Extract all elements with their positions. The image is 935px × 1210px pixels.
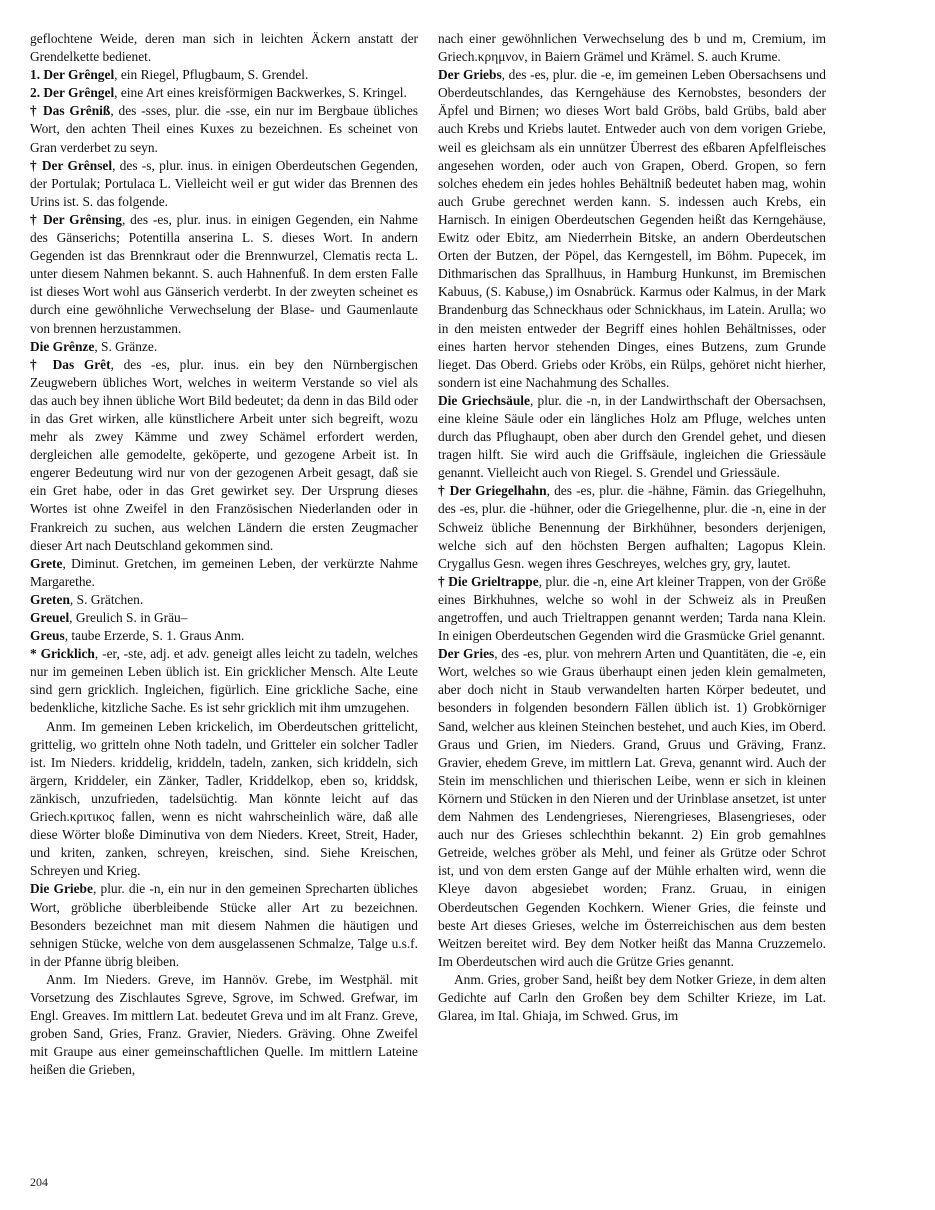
entry-text: , des -es, plur. von mehrern Arten und Quantitäten, die -e, ein Wort, welches so wie Graus überhaupt einen jeden klein gemalmeten, aber doch nicht in Staub verwandelten harten Körper bedeutet, und besonders in folgenden besondern Fällen üblich ist. 1) Grobkörniger Sand, welcher aus kleinen Steinchen bestehet, und auch Kies, im Oberd. Graus und Grien, im Nieders. Grand, Gruus und Gräving, Franz. Gravier, ehedem Greve, im mittlern Lat. Greva, genannt wird. Auch der Stein im menschlichen und thierischen Leibe, wenn er sich in kleinen Körnern und Stücken in den Nieren und der Urinblase ansetzet, ist unter dem Nahmen des Lendengrieses, Nierengrieses, Blasengrieses, oder auch nur des Grieses schlechthin bekannt. 2) Ein grob gemahlnes Getreide, welches gröber als Mehl, und feiner als Grütze oder Schrot ist, und von dem ersten Gange auf der Mühle erhalten wird, wenn die Kleye davon abgesiebet worden; Franz. Gruau, in einigen Oberdeutschen Gegenden Kochkern. Wiener Gries, die feinste und beste Art dieses Grieses, welche im Österreichischen aus dem besten Weitzen bereitet wird. Bey dem Notker heißt das Manna Cruzzemelo. Im Oberdeutschen wird auch die Grütze Gries genannt. (438, 646, 826, 969)
entry-text: Anm. Gries, grober Sand, heißt bey dem Notker Grieze, in dem alten Gedichte auf Carln den Großen bey dem Schilter Krieze, im Lat. Glarea, im Ital. Ghiaja, im Schwed. Grus, im (438, 971, 826, 1024)
dictionary-entry (30, 30, 418, 66)
dictionary-entry (30, 718, 418, 881)
dictionary-entry (30, 591, 418, 609)
dictionary-entry (438, 66, 826, 392)
entry-text: , ein Riegel, Pflugbaum, S. Grendel. (114, 67, 309, 83)
entry-headword: † Das Grêt (30, 356, 111, 372)
dictionary-entry (438, 392, 826, 482)
entry-text: , des -es, plur. inus. in einigen Gegenden, ein Nahme des Gänserichs; Potentilla anserina L. S. dieses Wort. In andern Gegenden ist das Brennkraut oder die Brennwurzel, Clematis recta L. unter diesem Nahmen bekannt. S. auch Hahnenfuß. In dem ersten Falle ist dieses Wort wohl aus Gänserich verderbt. In der zweyten scheinet es durch eine gewöhnliche Verwechselung der Blase- und Gaumenlaute von brennen herzustammen. (30, 211, 419, 336)
entry-text: , des -s, plur. inus. in einigen Oberdeutschen Gegenden, der Portulak; Portulaca L. Vielleicht weil er gut wider das Brennen des Urins ist. S. das folgende. (30, 157, 418, 209)
dictionary-entry (438, 482, 826, 572)
entry-headword: Der Gries (438, 646, 495, 662)
entry-headword: Grete (30, 555, 63, 571)
page-number: 204 (30, 1175, 48, 1189)
entry-text: , S. Grätchen. (69, 591, 144, 607)
dictionary-entry (30, 645, 418, 717)
dictionary-entry (30, 102, 418, 156)
left-column (30, 30, 418, 1079)
dictionary-entry (30, 971, 418, 1080)
entry-text: , des -es, plur. die -hähne, Fämin. das Griegelhuhn, des -es, plur. die -hühner, oder die Griegelhenne, plur. die -n, eine in der Schweiz übliche Benennung der Birkhühner, besonders derjenigen, welche sich auf den höchsten Bergen aufhalten; Lagopus Klein. Crygallus Gesn. wegen ihres Geschreyes, welches gry, gry, lautet. (438, 483, 826, 571)
dictionary-entry (30, 338, 418, 356)
entry-headword: * Gricklich (30, 646, 95, 662)
entry-text: nach einer gewöhnlichen Verwechselung des b und m, Cremium, im Griech.κρημνον, in Baiern Grämel und Krämel. S. auch Krume. (438, 31, 826, 65)
entry-headword: Die Griebe (30, 881, 93, 897)
entry-text: Anm. Im Nieders. Greve, im Hannöv. Grebe, im Westphäl. mit Vorsetzung des Zischlautes Sgreve, Sgrove, im Schwed. Grefwar, im Engl. Greaves. Im mittlern Lat. bedeutet Greva und im alt Franz. Greve, groben Sand, Gries, Franz. Gravier, Nieders. Gräving. Ohne Zweifel mit Graupe aus einer gemeinschaftlichen Quelle. Im mittlern Lateine heißen die Grieben, (30, 971, 418, 1078)
dictionary-entry (30, 66, 418, 84)
entry-headword: Die Grênze (30, 338, 95, 354)
entry-text: , des -es, plur. inus. ein bey den Nürnbergischen Zeugwebern übliches Wort, welches in weiterm Verstande so viel als das auch bey ihnen übliche Wort Bild bedeutet; da denn in das Bild oder in das Gret wirken, alle künstlichere Arbeit unter sich begreift, wozu mehr als zwey Kämme und zwey Schämel erfordert werden, dergleichen alle gemodelte, geköperte, und gezogene Arbeit ist. In engerer Bedeutung wird nur von der gezogenen Arbeit gesagt, daß sie ein Gret habe, oder in das Gret gewirket sey. Der Ursprung dieses Wortes ist ohne Zweifel in den Französischen Niederlanden oder in Frankreich zu suchen, aus welchen Ländern die ersten Zeugmacher dieser Art nach Deutschland gekommen sind. (30, 356, 418, 553)
dictionary-entry (30, 356, 418, 555)
entry-text: , des -es, plur. die -e, im gemeinen Leben Obersachsens und Oberdeutschlandes, das Kerngehäuse des Kernobstes, besonders der Äpfel und Birnen; wo dieses Wort bald Gröbs, bald Grübs, bald aber auch Krebs und Kriebs lautet. Entweder auch von dem vorigen Griebe, weil es gleichsam als ein unnützer Überrest des eßbaren Apfelfleisches angesehen worden, oder auch von Grapen, Oberd. Gropen, so fern solches ehedem ein jedes hohles Behältniß bedeutet haben mag, wohin auch Grube gerechnet werden kann. S. indessen auch Krebs, ein Harnisch. In einigen Oberdeutschen Gegenden heißt das Kerngehäuse, Ewitz oder Ebitz, am Niederrhein Bitske, an andern Oberdeutschen Orten der Butzen, der Pöpel, das Kerngestell, im Böhm. Pupecek, im Dithmarischen das Sprallhuus, in Hamburg Hunkunst, im Bremischen Kabuus, (S. Kabuse,) im Osnabrück. Karmus oder Kalmus, in der Mark Brandenburg das Schneckhaus oder Schnickhaus, im Latein. Arulla; wo in den meisten entweder der Begriff eines hohlen Behältnisses, oder eines harten hervor stehenden Dinges, eines Butzens, zum Grunde lieget. Das Oberd. Griebs oder Kröbs, ein Rülps, gehöret nicht hierher, sondern ist eine Nachahmung des Schalles. (438, 67, 826, 390)
entry-headword: † Das Grêniß (30, 103, 111, 119)
dictionary-entry (30, 880, 418, 970)
dictionary-entry (438, 645, 826, 971)
entry-headword: 1. Der Grêngel (30, 67, 115, 83)
dictionary-entry (30, 84, 418, 102)
dictionary-entry (438, 971, 826, 1025)
entry-headword: † Der Griegelhahn (438, 483, 547, 499)
dictionary-entry (30, 157, 418, 211)
entry-text: , S. Gränze. (94, 338, 158, 354)
entry-headword: Greus (30, 628, 65, 644)
entry-text: , taube Erzerde, S. 1. Graus Anm. (64, 628, 245, 644)
entry-text: , des -sses, plur. die -sse, ein nur im Bergbaue übliches Wort, den achten Theil eines Kuxes zu bezeichnen. Es scheinet von Gran verderbet zu seyn. (30, 103, 418, 155)
entry-headword: Greuel (30, 610, 70, 625)
right-column (438, 30, 826, 1025)
entry-headword: Der Griebs (438, 67, 502, 83)
dictionary-entry (30, 627, 418, 645)
entry-text: , plur. die -n, eine Art kleiner Trappen, von der Größe eines Birkhuhnes, welche so wohl in der Schweiz als in Preußen angetroffen, und auch Trieltrappen genannt werden; Tarda nana Klein. In einigen Oberdeutschen Gegenden wird die Grasmücke Griel genannt. (438, 573, 827, 644)
dictionary-entry (438, 573, 826, 645)
entry-text: geflochtene Weide, deren man sich in leichten Äckern anstatt der Grendelkette bedienet. (30, 31, 418, 65)
entry-headword: † Der Grênsing (30, 211, 122, 227)
entry-headword: 2. Der Grêngel (30, 85, 115, 101)
dictionary-entry (30, 211, 418, 338)
dictionary-entry (30, 555, 418, 591)
entry-headword: † Der Grênsel (30, 157, 113, 173)
entry-text: , Greulich S. in Gräu– (69, 610, 188, 625)
entry-headword: Greten (30, 591, 70, 607)
entry-text: , eine Art eines kreisförmigen Backwerkes, S. Kringel. (114, 85, 407, 101)
entry-text: , plur. die -n, ein nur in den gemeinen Sprecharten übliches Wort, gröbliche überbleibende Stücke aller Art zu bezeichnen. Besonders bezeichnet man mit diesem Nahmen die häutigen und sehnigen Stücke, welche von dem ausgelassenen Schmalze, Talge u.s.f. in der Pfanne übrig bleiben. (30, 881, 418, 969)
entry-text: , -er, -ste, adj. et adv. geneigt alles leicht zu tadeln, welches nur im gemeinen Leben üblich ist. Ein gricklicher Mensch. Alte Leute sind gern gricklich. Ingleichen, figürlich. Eine grickliche Sache, eine bedenkliche, kitzliche Sache. Es ist sehr gricklich mit ihm umzugehen. (30, 646, 418, 716)
entry-text: Anm. Im gemeinen Leben krickelich, im Oberdeutschen grittelicht, grittelig, wo gritteln ohne Noth tadeln, und Gritteler ein solcher Tadler ist. Im Nieders. kriddelig, kriddeln, tadeln, zanken, sich kriddeln, sich ärgern, Kriddeler, ein Zänker, Tadler, Kriddelkop, eben so, kriddsk, zänkisch, unzufrieden, tadelsüchtig. Man könnte leicht auf das Griech.κριτικος fallen, wenn es nicht wahrscheinlich wäre, daß alle diese Wörter bloße Diminutiva von dem Nieders. Kreet, Streit, Hader, und kriten, zanken, schreyen, kreischen, sind. Siehe Kreischen, Schreyen und Krieg. (30, 718, 418, 879)
dictionary-page (30, 30, 910, 1170)
entry-text: , Diminut. Gretchen, im gemeinen Leben, der verkürzte Nahme Margarethe. (30, 555, 418, 589)
dictionary-entry (30, 609, 418, 627)
entry-text: , plur. die -n, in der Landwirthschaft der Obersachsen, eine kleine Säule oder ein längliches Holz am Pfluge, welches unten durch das Pflughaupt, oben aber durch den Grendel gehet, und diesen tragen hilft. Sie wird auch die Griffsäule, ingleichen die Griessäule genannt. Vielleicht auch von Riegel. S. Grendel und Griessäule. (438, 392, 826, 481)
entry-headword: Die Griechsäule (438, 392, 530, 408)
entry-headword: † Die Grieltrappe (438, 573, 539, 589)
dictionary-entry (438, 30, 826, 66)
